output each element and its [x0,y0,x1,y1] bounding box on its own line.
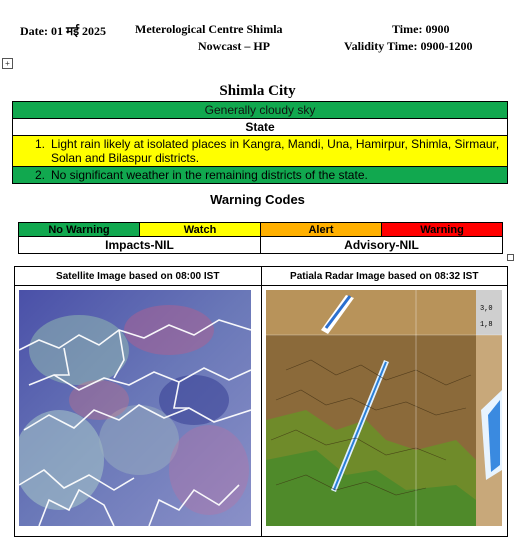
forecast-table [12,101,508,184]
state-header: State [13,119,508,136]
time-label: Time: 0900 [392,22,450,36]
radar-mark-1: 3,0 [479,305,493,313]
satellite-image [19,290,251,526]
item-number: 1. [35,137,46,151]
warning-codes-table [18,222,503,254]
radar-mark-2: 1,8 [479,321,493,329]
impacts-label: Impacts-NIL [19,237,261,254]
validity-label: Validity Time: 0900-1200 [344,39,473,53]
imagery-table [14,266,508,537]
sky-condition: Generally cloudy sky [13,102,508,119]
code-alert: Alert [261,223,382,237]
radar-cell [261,286,508,537]
nowcast-label: Nowcast – HP [198,39,270,53]
code-no-warning: No Warning [19,223,140,237]
table-resize-handle-icon[interactable] [507,254,514,261]
item-text: No significant weather in the remaining districts of the state. [51,168,368,182]
city-title: Shimla City [219,83,296,99]
forecast-item-2 [13,167,508,184]
forecast-item-1 [13,136,508,167]
satellite-cell [15,286,262,537]
satellite-caption: Satellite Image based on 08:00 IST [15,267,262,286]
date-label: Date: 01 मई 2025 [20,24,107,38]
code-warning: Warning [382,223,503,237]
warning-codes-title: Warning Codes [210,192,305,207]
item-text: Light rain likely at isolated places in Kangra, Mandi, Una, Hamirpur, Shimla, Sirmaur, Solan and Bilaspur districts. [51,137,500,165]
code-watch: Watch [140,223,261,237]
radar-caption: Patiala Radar Image based on 08:32 IST [261,267,508,286]
radar-image [266,290,502,526]
item-number: 2. [35,168,46,182]
table-move-handle-icon[interactable]: + [2,58,13,69]
centre-name: Meterological Centre Shimla [135,22,283,36]
advisory-label: Advisory-NIL [261,237,503,254]
